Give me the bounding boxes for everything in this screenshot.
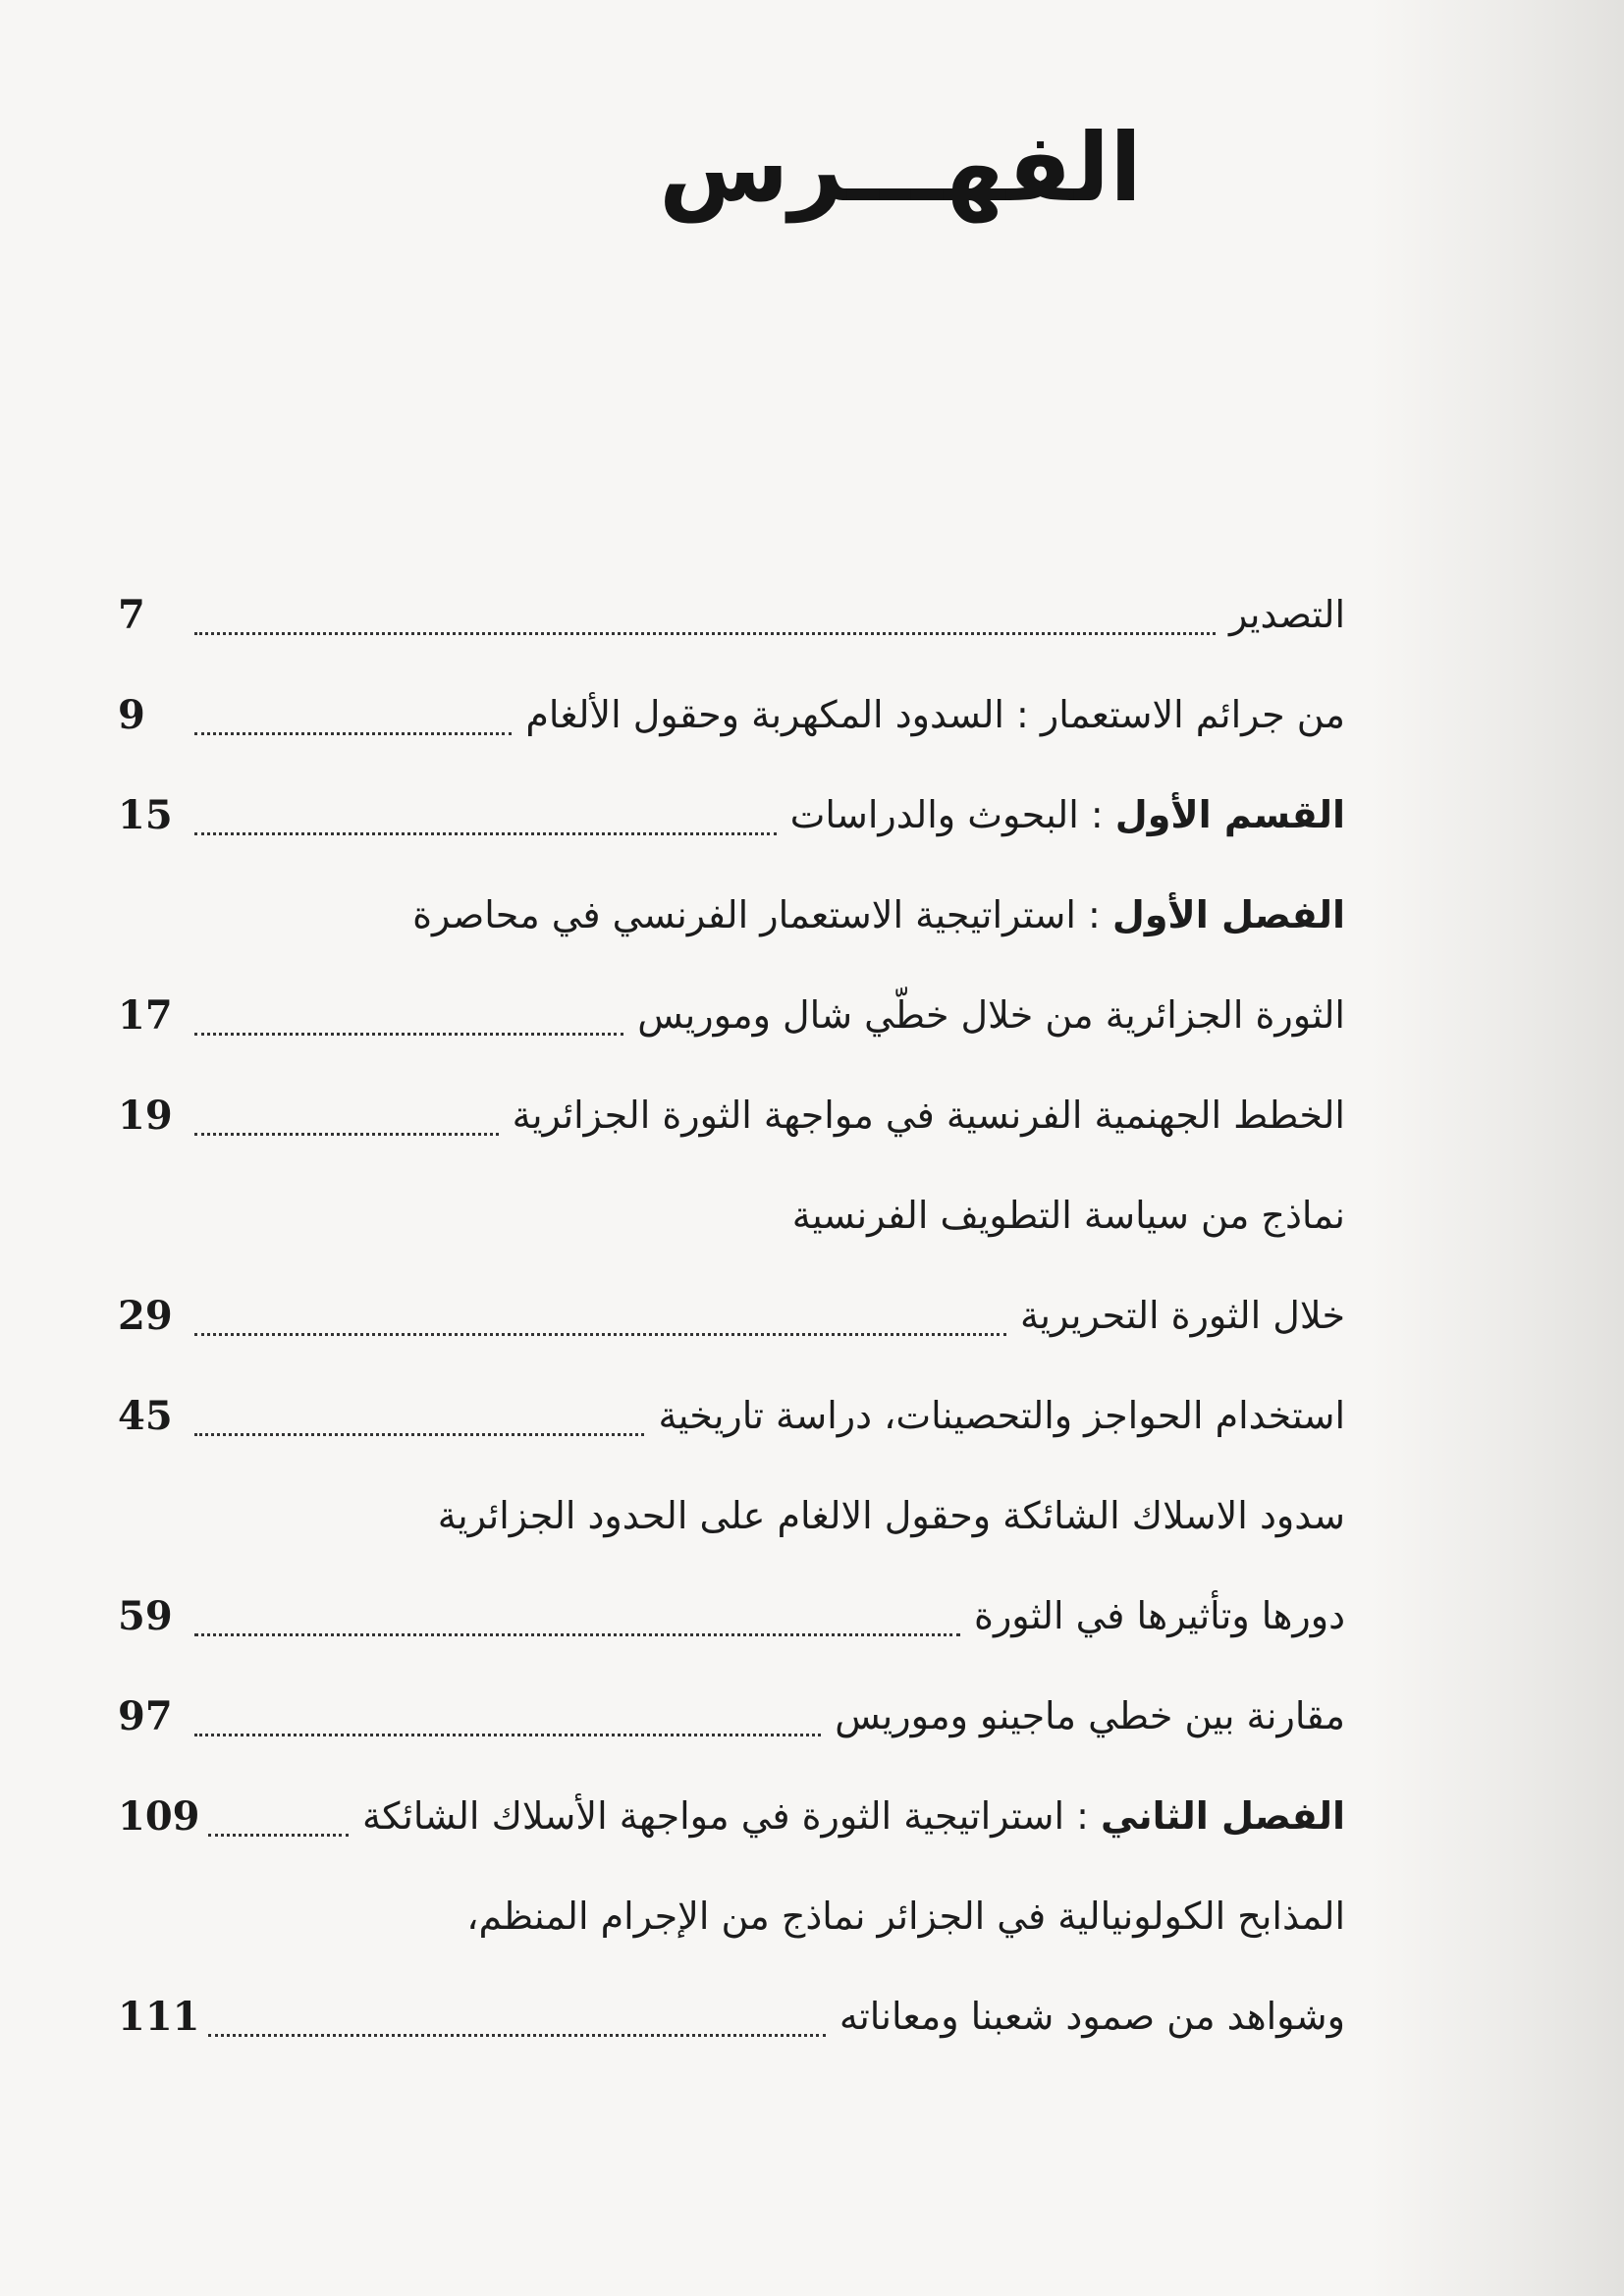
toc-page-number: 29 bbox=[118, 1292, 173, 1339]
toc-entry-title: التصدير bbox=[1228, 593, 1345, 636]
toc-entry bbox=[118, 1566, 1345, 1666]
toc-page-number: 45 bbox=[118, 1392, 173, 1439]
dot-leader bbox=[194, 732, 512, 735]
toc-page-number: 111 bbox=[118, 1993, 200, 2040]
toc-entry-title: من جرائم الاستعمار : السدود المكهربة وحقول الألغام bbox=[525, 693, 1345, 736]
toc-entry bbox=[118, 1666, 1345, 1766]
dot-leader bbox=[194, 1133, 499, 1136]
toc-entry-title: نماذج من سياسة التطويف الفرنسية bbox=[791, 1194, 1345, 1237]
dot-leader bbox=[194, 1033, 623, 1036]
toc-entry bbox=[118, 1365, 1345, 1466]
toc-entry-title: مقارنة بين خطي ماجينو وموريس bbox=[835, 1694, 1345, 1737]
toc-page-number: 15 bbox=[118, 791, 173, 838]
toc-entry bbox=[118, 1265, 1345, 1365]
dot-leader bbox=[194, 1333, 1006, 1336]
dot-leader bbox=[194, 1433, 644, 1436]
toc-entry-title: الخطط الجهنمية الفرنسية في مواجهة الثورة الجزائرية bbox=[512, 1094, 1345, 1137]
dot-leader bbox=[194, 1734, 821, 1736]
toc-entry bbox=[118, 965, 1345, 1065]
dot-leader bbox=[194, 1633, 960, 1636]
page-title: الفهـــرس bbox=[658, 113, 1143, 223]
toc-entry-title: القسم الأول : البحوث والدراسات bbox=[789, 793, 1345, 836]
toc-entry bbox=[118, 1165, 1345, 1265]
toc-entry-title: استخدام الحواجز والتحصينات، دراسة تاريخية bbox=[658, 1394, 1345, 1437]
toc-entry bbox=[118, 665, 1345, 765]
toc-page-number: 59 bbox=[118, 1592, 173, 1639]
toc-entry bbox=[118, 865, 1345, 965]
toc-page-number: 7 bbox=[118, 591, 145, 638]
dot-leader bbox=[208, 2034, 826, 2037]
dot-leader bbox=[194, 832, 777, 835]
dot-leader bbox=[194, 632, 1216, 635]
toc-entry bbox=[118, 1766, 1345, 1866]
toc-page-number: 97 bbox=[118, 1692, 173, 1739]
toc-page-number: 17 bbox=[118, 991, 173, 1039]
toc-entry bbox=[118, 564, 1345, 665]
toc-entry-title: الثورة الجزائرية من خلال خطّي شال وموريس bbox=[637, 993, 1345, 1037]
page-edge-shadow bbox=[1369, 0, 1624, 2296]
toc-page-number: 109 bbox=[118, 1792, 200, 1840]
toc-entry-title: وشواهد من صمود شعبنا ومعاناته bbox=[839, 1995, 1345, 2038]
toc-entry bbox=[118, 765, 1345, 865]
toc-entry bbox=[118, 1866, 1345, 1966]
toc-entry-title: الفصل الثاني : استراتيجية الثورة في مواجهة الأسلاك الشائكة bbox=[361, 1794, 1345, 1838]
toc-entry bbox=[118, 1065, 1345, 1165]
toc-entry-title: سدود الاسلاك الشائكة وحقول الالغام على الحدود الجزائرية bbox=[437, 1494, 1345, 1537]
toc-entry-title: دورها وتأثيرها في الثورة bbox=[974, 1594, 1345, 1637]
toc-page-number: 19 bbox=[118, 1092, 173, 1139]
toc-entry bbox=[118, 1966, 1345, 2066]
toc-entry-title: المذابح الكولونيالية في الجزائر نماذج من الإجرام المنظم، bbox=[466, 1895, 1345, 1938]
toc-entry-title: خلال الثورة التحريرية bbox=[1019, 1294, 1345, 1337]
table-of-contents bbox=[118, 564, 1345, 2066]
toc-page-number: 9 bbox=[118, 691, 145, 738]
page-title-wrap bbox=[0, 113, 1624, 223]
toc-entry-title: الفصل الأول : استراتيجية الاستعمار الفرنسي في محاصرة bbox=[412, 893, 1345, 936]
toc-entry bbox=[118, 1466, 1345, 1566]
dot-leader bbox=[208, 1834, 349, 1837]
